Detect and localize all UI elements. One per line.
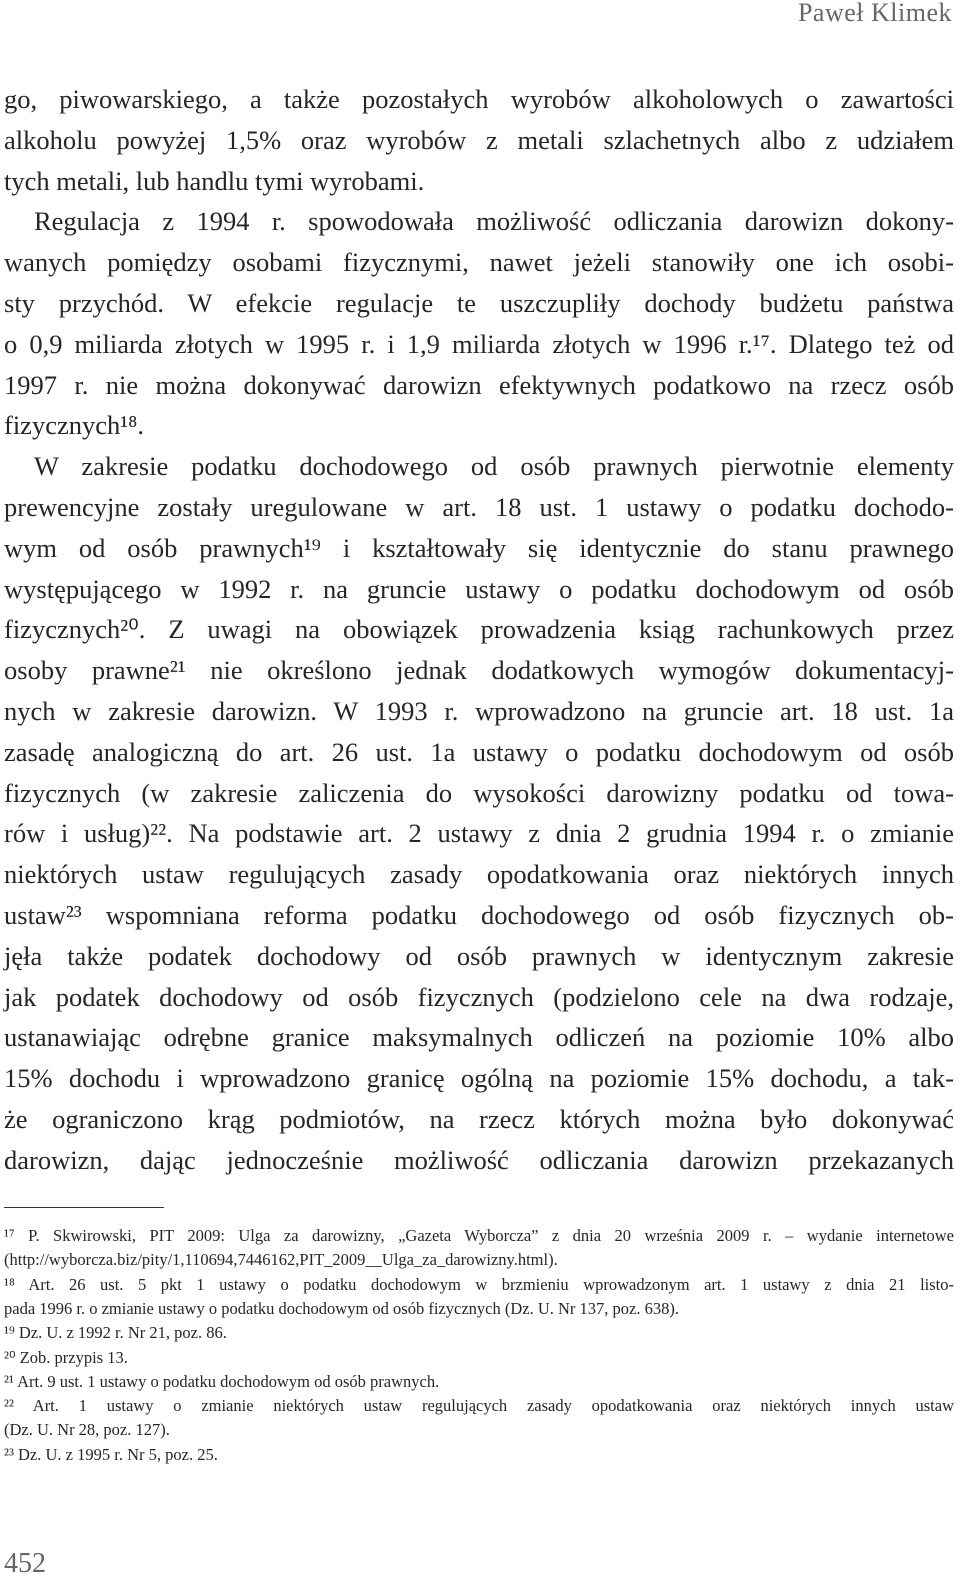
body-line: ustanawiając odrębne granice maksymalnych odliczeń na poziomie 10% albo <box>4 1022 954 1053</box>
body-line: zasadę analogiczną do art. 26 ust. 1a ustawy o podatku dochodowym od osób <box>4 736 954 767</box>
body-line: Regulacja z 1994 r. spowodowała możliwość odliczania darowizn dokony- <box>34 206 954 237</box>
body-line: nych w zakresie darowizn. W 1993 r. wprowadzono na gruncie art. 18 ust. 1a <box>4 696 954 726</box>
body-line: go, piwowarskiego, a także pozostałych wyrobów alkoholowych o zawartości <box>4 84 954 114</box>
body-line: sty przychód. W efekcie regulacje te uszczupliły dochody budżetu państwa <box>4 288 954 318</box>
footnote-line: ²¹ Art. 9 ust. 1 ustawy o podatku dochodowym od osób prawnych. <box>4 1371 440 1391</box>
body-line: że ograniczono krąg podmiotów, na rzecz których można było dokonywać <box>4 1104 954 1134</box>
body-line: wym od osób prawnych¹⁹ i kształtowały się identycznie do stanu prawnego <box>4 532 954 563</box>
body-line: jęła także podatek dochodowy od osób prawnych w identycznym zakresie <box>4 940 954 971</box>
body-line: darowizn, dając jednocześnie możliwość odliczania darowizn przekazanych <box>4 1144 954 1175</box>
body-line: wanych pomiędzy osobami fizycznymi, nawet jeżeli stanowiły one ich osobi- <box>4 247 954 278</box>
body-line: prewencyjne zostały uregulowane w art. 18 ust. 1 ustawy o podatku dochodo- <box>4 492 954 522</box>
footnote-line: ²³ Dz. U. z 1995 r. Nr 5, poz. 25. <box>4 1444 218 1464</box>
body-line: fizycznych (w zakresie zaliczenia do wysokości darowizny podatku od towa- <box>4 777 954 808</box>
body-line: osoby prawne²¹ nie określono jednak dodatkowych wymogów dokumentacyj- <box>4 655 954 686</box>
body-line: 1997 r. nie można dokonywać darowizn efektywnych podatkowo na rzecz osób <box>4 369 954 400</box>
body-line: ustaw²³ wspomniana reforma podatku dochodowego od osób fizycznych ob- <box>4 900 954 930</box>
body-line: fizycznych²⁰. Z uwagi na obowiązek prowadzenia ksiąg rachunkowych przez <box>4 614 954 645</box>
footnote-line: (http://wyborcza.biz/pity/1,110694,7446162,PIT_2009__Ulga_za_darowizny.html). <box>4 1250 558 1270</box>
footnote-line: ²² Art. 1 ustawy o zmianie niektórych ustaw regulujących zasady opodatkowania oraz niektórych innych ustaw <box>4 1396 954 1416</box>
footnote-line: ¹⁸ Art. 26 ust. 5 pkt 1 ustawy o podatku dochodowym w brzmieniu wprowadzonym art. 1 ustawy z dnia 21 listo- <box>4 1274 954 1294</box>
body-line: rów i usług)²². Na podstawie art. 2 ustawy z dnia 2 grudnia 1994 r. o zmianie <box>4 818 954 849</box>
footnote-separator <box>4 1207 164 1208</box>
running-header-author: Paweł Klimek <box>797 0 952 27</box>
footnote-line: ¹⁷ P. Skwirowski, PIT 2009: Ulga za darowizny, „Gazeta Wyborcza” z dnia 20 września 2009 r. – wydanie internetowe <box>4 1226 954 1245</box>
body-line: alkoholu powyżej 1,5% oraz wyrobów z metali szlachetnych albo z udziałem <box>4 124 954 155</box>
footnote-line: ²⁰ Zob. przypis 13. <box>4 1347 128 1367</box>
body-line: fizycznych¹⁸. <box>4 410 145 441</box>
page-number: 452 <box>4 1548 46 1579</box>
body-line: występującego w 1992 r. na gruncie ustawy o podatku dochodowym od osób <box>4 573 954 604</box>
body-line: niektórych ustaw regulujących zasady opodatkowania oraz niektórych innych <box>4 859 954 890</box>
body-line: 15% dochodu i wprowadzono granicę ogólną na poziomie 15% dochodu, a tak- <box>4 1063 954 1094</box>
body-line: o 0,9 miliarda złotych w 1995 r. i 1,9 miliarda złotych w 1996 r.¹⁷. Dlatego też od <box>4 328 954 359</box>
body-line: jak podatek dochodowy od osób fizycznych (podzielono cele na dwa rodzaje, <box>4 981 954 1012</box>
footnote-line: (Dz. U. Nr 28, poz. 127). <box>4 1420 170 1440</box>
footnote-line: ¹⁹ Dz. U. z 1992 r. Nr 21, poz. 86. <box>4 1323 227 1343</box>
body-line: W zakresie podatku dochodowego od osób prawnych pierwotnie elementy <box>34 451 954 482</box>
footnote-line: pada 1996 r. o zmianie ustawy o podatku dochodowym od osób fizycznych (Dz. U. Nr 137, poz. 638). <box>4 1298 679 1318</box>
body-line: tych metali, lub handlu tymi wyrobami. <box>4 165 425 196</box>
